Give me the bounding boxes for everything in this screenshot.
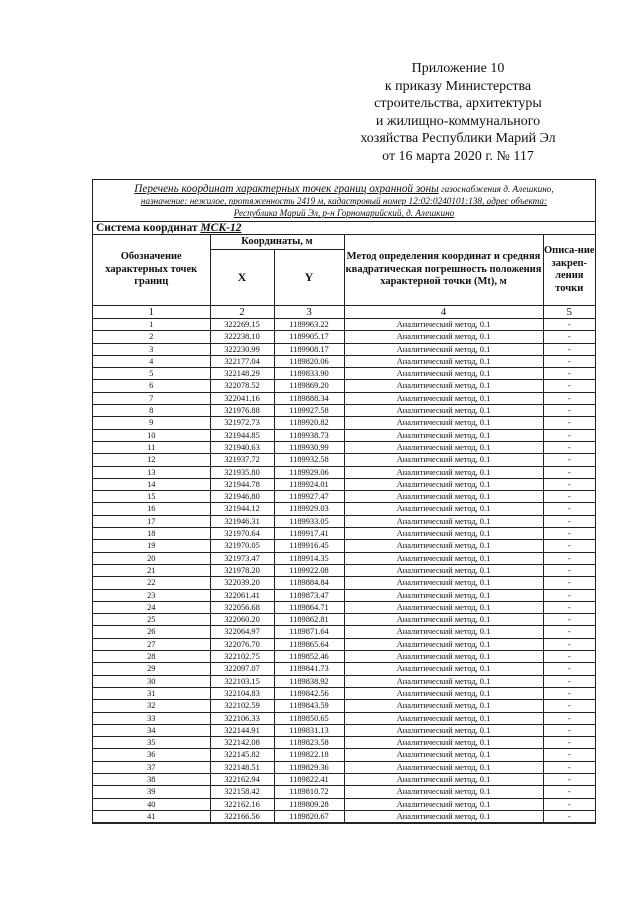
header-line-2: назначение: нежилое, протяженность 2419 м, кадастровый номер 12:02:0240101:138, адрес объекта: [140, 196, 548, 206]
cell-method: Аналитический метод, 0.1 [344, 515, 543, 527]
cell-method: Аналитический метод, 0.1 [344, 368, 543, 380]
cell-method: Аналитический метод, 0.1 [344, 466, 543, 478]
cell-x: 321940.63 [210, 441, 274, 453]
table-row [93, 392, 595, 404]
cell-method: Аналитический метод, 0.1 [344, 687, 543, 699]
header-method: Метод определения координат и средняя квадратическая погрешность положения характерной точки (Mt), м [344, 235, 543, 306]
cell-point-number: 13 [93, 466, 210, 478]
cell-y: 1189823.58 [274, 737, 344, 749]
appendix-line: к приказу Министерства [384, 78, 532, 94]
cell-method: Аналитический метод, 0.1 [344, 343, 543, 355]
cell-method: Аналитический метод, 0.1 [344, 392, 543, 404]
cell-x: 322064.97 [210, 626, 274, 638]
cell-description: - [543, 331, 595, 343]
cell-description: - [543, 589, 595, 601]
cell-description: - [543, 466, 595, 478]
table-body [93, 319, 595, 823]
table-row [93, 564, 595, 576]
table-row [93, 515, 595, 527]
cell-point-number: 30 [93, 675, 210, 687]
cell-x: 322060.20 [210, 614, 274, 626]
cell-y: 1189914.35 [274, 552, 344, 564]
cell-description: - [543, 368, 595, 380]
cell-x: 321944.78 [210, 478, 274, 490]
cell-point-number: 32 [93, 700, 210, 712]
table-row [93, 491, 595, 503]
cell-x: 322148.51 [210, 761, 274, 773]
table-row [93, 663, 595, 675]
cell-method: Аналитический метод, 0.1 [344, 540, 543, 552]
cell-point-number: 23 [93, 589, 210, 601]
table-row [93, 749, 595, 761]
cell-y: 1189869.20 [274, 380, 344, 392]
cell-description: - [543, 478, 595, 490]
coordinates-table [93, 222, 595, 823]
cell-x: 321946.80 [210, 491, 274, 503]
cell-y: 1189838.92 [274, 675, 344, 687]
cell-x: 322148.29 [210, 368, 274, 380]
cell-method: Аналитический метод, 0.1 [344, 441, 543, 453]
appendix-line: и жилищно-коммунального [375, 113, 541, 129]
table-row [93, 589, 595, 601]
cell-y: 1189929.03 [274, 503, 344, 515]
table-row [93, 429, 595, 441]
cell-method: Аналитический метод, 0.1 [344, 626, 543, 638]
cell-x: 322145.82 [210, 749, 274, 761]
cell-description: - [543, 503, 595, 515]
cell-description: - [543, 528, 595, 540]
cell-method: Аналитический метод, 0.1 [344, 786, 543, 798]
cell-method: Аналитический метод, 0.1 [344, 749, 543, 761]
cell-x: 322230.99 [210, 343, 274, 355]
cell-x: 321970.05 [210, 540, 274, 552]
table-row [93, 552, 595, 564]
cell-method: Аналитический метод, 0.1 [344, 810, 543, 822]
table-row [93, 355, 595, 367]
table-row [93, 651, 595, 663]
cell-y: 1189927.47 [274, 491, 344, 503]
cell-method: Аналитический метод, 0.1 [344, 761, 543, 773]
cell-point-number: 8 [93, 405, 210, 417]
coordinates-document-frame [92, 179, 596, 824]
cell-x: 322104.83 [210, 687, 274, 699]
appendix-line: от 16 марта 2020 г. № 117 [382, 148, 534, 164]
header-designation: Обозначение характерных точек границ [93, 235, 210, 306]
cell-point-number: 37 [93, 761, 210, 773]
table-row [93, 466, 595, 478]
header-object-name: газоснабжения д. Алешкино, [441, 184, 554, 194]
header-line-1 [97, 183, 591, 195]
cell-description: - [543, 749, 595, 761]
cell-method: Аналитический метод, 0.1 [344, 478, 543, 490]
cell-point-number: 18 [93, 528, 210, 540]
cell-method: Аналитический метод, 0.1 [344, 429, 543, 441]
cell-x: 321970.64 [210, 528, 274, 540]
cell-x: 322142.08 [210, 737, 274, 749]
cell-point-number: 15 [93, 491, 210, 503]
cell-method: Аналитический метод, 0.1 [344, 614, 543, 626]
cell-method: Аналитический метод, 0.1 [344, 355, 543, 367]
cell-description: - [543, 515, 595, 527]
appendix-line: хозяйства Республики Марий Эл [360, 131, 556, 146]
cell-y: 1189822.18 [274, 749, 344, 761]
cell-description: - [543, 675, 595, 687]
cell-x: 322102.59 [210, 700, 274, 712]
cell-description: - [543, 786, 595, 798]
table-row [93, 798, 595, 810]
cell-x: 321972.73 [210, 417, 274, 429]
cell-method: Аналитический метод, 0.1 [344, 638, 543, 650]
table-row [93, 700, 595, 712]
header-x: X [210, 250, 274, 306]
cell-x: 322162.94 [210, 773, 274, 785]
table-row [93, 454, 595, 466]
cell-description: - [543, 454, 595, 466]
cell-y: 1189829.36 [274, 761, 344, 773]
table-row [93, 331, 595, 343]
cell-description: - [543, 491, 595, 503]
cell-y: 1189930.99 [274, 441, 344, 453]
table-row [93, 724, 595, 736]
table-row [93, 540, 595, 552]
cell-y: 1189938.73 [274, 429, 344, 441]
cell-point-number: 33 [93, 712, 210, 724]
cell-description: - [543, 355, 595, 367]
cell-x: 321976.88 [210, 405, 274, 417]
cell-method: Аналитический метод, 0.1 [344, 491, 543, 503]
header-coordinates: Координаты, м [210, 235, 344, 250]
cell-point-number: 27 [93, 638, 210, 650]
table-row [93, 577, 595, 589]
cell-x: 322056.68 [210, 601, 274, 613]
cell-description: - [543, 552, 595, 564]
table-row [93, 319, 595, 331]
column-number: 5 [543, 306, 595, 319]
cell-x: 322061.41 [210, 589, 274, 601]
cell-method: Аналитический метод, 0.1 [344, 712, 543, 724]
cell-method: Аналитический метод, 0.1 [344, 380, 543, 392]
cell-point-number: 14 [93, 478, 210, 490]
cell-y: 1189841.73 [274, 663, 344, 675]
cell-description: - [543, 761, 595, 773]
cell-y: 1189873.47 [274, 589, 344, 601]
cell-method: Аналитический метод, 0.1 [344, 564, 543, 576]
cell-y: 1189862.81 [274, 614, 344, 626]
cell-description: - [543, 626, 595, 638]
column-number: 3 [274, 306, 344, 319]
cell-point-number: 40 [93, 798, 210, 810]
cell-y: 1189924.01 [274, 478, 344, 490]
cell-description: - [543, 564, 595, 576]
cell-y: 1189933.05 [274, 515, 344, 527]
column-number: 4 [344, 306, 543, 319]
cell-y: 1189927.58 [274, 405, 344, 417]
cell-method: Аналитический метод, 0.1 [344, 737, 543, 749]
cell-method: Аналитический метод, 0.1 [344, 405, 543, 417]
cell-y: 1189843.59 [274, 700, 344, 712]
cell-description: - [543, 737, 595, 749]
cell-y: 1189864.71 [274, 601, 344, 613]
cell-point-number: 21 [93, 564, 210, 576]
cell-point-number: 5 [93, 368, 210, 380]
cell-x: 322078.52 [210, 380, 274, 392]
cell-x: 322106.33 [210, 712, 274, 724]
cell-y: 1189908.17 [274, 343, 344, 355]
cell-x: 321935.80 [210, 466, 274, 478]
cell-description: - [543, 700, 595, 712]
cell-x: 321944.85 [210, 429, 274, 441]
cell-y: 1189917.41 [274, 528, 344, 540]
cell-x: 321973.47 [210, 552, 274, 564]
table-row [93, 368, 595, 380]
table-row [93, 601, 595, 613]
cell-method: Аналитический метод, 0.1 [344, 675, 543, 687]
cell-point-number: 29 [93, 663, 210, 675]
cell-point-number: 10 [93, 429, 210, 441]
table-row [93, 687, 595, 699]
cell-description: - [543, 614, 595, 626]
cell-point-number: 4 [93, 355, 210, 367]
cell-x: 322039.20 [210, 577, 274, 589]
cell-y: 1189831.13 [274, 724, 344, 736]
cell-description: - [543, 319, 595, 331]
cell-point-number: 24 [93, 601, 210, 613]
coordinate-system-row [93, 222, 595, 235]
cell-y: 1189929.06 [274, 466, 344, 478]
cell-description: - [543, 540, 595, 552]
cell-description: - [543, 429, 595, 441]
cell-y: 1189822.41 [274, 773, 344, 785]
cell-description: - [543, 798, 595, 810]
cell-description: - [543, 417, 595, 429]
cell-x: 322269.15 [210, 319, 274, 331]
table-row [93, 503, 595, 515]
table-row [93, 810, 595, 822]
cell-point-number: 7 [93, 392, 210, 404]
cell-point-number: 31 [93, 687, 210, 699]
cell-description: - [543, 773, 595, 785]
cell-point-number: 2 [93, 331, 210, 343]
cell-point-number: 17 [93, 515, 210, 527]
table-row [93, 380, 595, 392]
cell-x: 321978.20 [210, 564, 274, 576]
header-description: Описа-ние закреп-ления точки [543, 235, 595, 306]
cell-y: 1189888.34 [274, 392, 344, 404]
cell-description: - [543, 687, 595, 699]
cell-y: 1189916.45 [274, 540, 344, 552]
cell-x: 322102.75 [210, 651, 274, 663]
cell-y: 1189833.90 [274, 368, 344, 380]
cell-y: 1189809.28 [274, 798, 344, 810]
cell-y: 1189865.64 [274, 638, 344, 650]
table-row [93, 405, 595, 417]
cell-x: 322097.07 [210, 663, 274, 675]
table-row [93, 343, 595, 355]
cell-point-number: 41 [93, 810, 210, 822]
cell-description: - [543, 577, 595, 589]
cell-point-number: 26 [93, 626, 210, 638]
cell-description: - [543, 724, 595, 736]
cell-x: 322076.70 [210, 638, 274, 650]
cell-y: 1189810.72 [274, 786, 344, 798]
column-number: 2 [210, 306, 274, 319]
cell-point-number: 1 [93, 319, 210, 331]
cell-point-number: 39 [93, 786, 210, 798]
cell-y: 1189820.67 [274, 810, 344, 822]
cell-point-number: 38 [93, 773, 210, 785]
appendix-line: строительства, архитектуры [374, 96, 542, 111]
table-row [93, 626, 595, 638]
cell-point-number: 6 [93, 380, 210, 392]
cell-description: - [543, 392, 595, 404]
cell-method: Аналитический метод, 0.1 [344, 552, 543, 564]
cell-method: Аналитический метод, 0.1 [344, 601, 543, 613]
cell-point-number: 28 [93, 651, 210, 663]
cell-x: 321946.31 [210, 515, 274, 527]
cell-y: 1189920.82 [274, 417, 344, 429]
cell-x: 321944.12 [210, 503, 274, 515]
cell-method: Аналитический метод, 0.1 [344, 417, 543, 429]
cell-x: 322177.04 [210, 355, 274, 367]
header-line-3: Республика Марий Эл, р-н Горномарийский, д. Алешкино [233, 208, 455, 218]
cell-y: 1189963.22 [274, 319, 344, 331]
cell-x: 321937.72 [210, 454, 274, 466]
cell-y: 1189852.46 [274, 651, 344, 663]
table-row [93, 786, 595, 798]
table-row [93, 712, 595, 724]
cell-method: Аналитический метод, 0.1 [344, 651, 543, 663]
cell-x: 322166.56 [210, 810, 274, 822]
cell-description: - [543, 651, 595, 663]
cell-point-number: 35 [93, 737, 210, 749]
cell-point-number: 9 [93, 417, 210, 429]
cell-method: Аналитический метод, 0.1 [344, 331, 543, 343]
cell-description: - [543, 712, 595, 724]
cell-y: 1189820.06 [274, 355, 344, 367]
table-row [93, 638, 595, 650]
document-header [93, 180, 595, 222]
table-row [93, 528, 595, 540]
cell-point-number: 19 [93, 540, 210, 552]
cell-description: - [543, 810, 595, 822]
cell-y: 1189842.56 [274, 687, 344, 699]
appendix-block [340, 60, 576, 165]
cell-description: - [543, 343, 595, 355]
cell-method: Аналитический метод, 0.1 [344, 528, 543, 540]
table-header-row [93, 235, 595, 250]
cell-point-number: 34 [93, 724, 210, 736]
cell-point-number: 3 [93, 343, 210, 355]
cell-point-number: 20 [93, 552, 210, 564]
table-row [93, 675, 595, 687]
cell-description: - [543, 638, 595, 650]
cell-method: Аналитический метод, 0.1 [344, 773, 543, 785]
cell-description: - [543, 601, 595, 613]
cell-point-number: 16 [93, 503, 210, 515]
cell-method: Аналитический метод, 0.1 [344, 454, 543, 466]
column-number-row [93, 306, 595, 319]
cell-point-number: 36 [93, 749, 210, 761]
cell-y: 1189871.64 [274, 626, 344, 638]
document-title: Перечень координат характерных точек границ охранной зоны [134, 183, 439, 195]
table-row [93, 478, 595, 490]
cell-method: Аналитический метод, 0.1 [344, 663, 543, 675]
table-row [93, 614, 595, 626]
cell-method: Аналитический метод, 0.1 [344, 577, 543, 589]
cell-description: - [543, 380, 595, 392]
table-row [93, 737, 595, 749]
cell-x: 322144.91 [210, 724, 274, 736]
cell-method: Аналитический метод, 0.1 [344, 724, 543, 736]
cell-method: Аналитический метод, 0.1 [344, 503, 543, 515]
cell-point-number: 11 [93, 441, 210, 453]
cell-y: 1189905.17 [274, 331, 344, 343]
cell-x: 322158.42 [210, 786, 274, 798]
table-row [93, 761, 595, 773]
coordinate-system-value: МСК-12 [200, 222, 242, 234]
cell-method: Аналитический метод, 0.1 [344, 319, 543, 331]
cell-x: 322238.10 [210, 331, 274, 343]
cell-y: 1189932.58 [274, 454, 344, 466]
cell-y: 1189850.65 [274, 712, 344, 724]
table-row [93, 417, 595, 429]
cell-method: Аналитический метод, 0.1 [344, 700, 543, 712]
column-number: 1 [93, 306, 210, 319]
cell-y: 1189884.84 [274, 577, 344, 589]
cell-point-number: 12 [93, 454, 210, 466]
cell-x: 322103.15 [210, 675, 274, 687]
cell-description: - [543, 405, 595, 417]
cell-x: 322162.16 [210, 798, 274, 810]
cell-point-number: 25 [93, 614, 210, 626]
cell-description: - [543, 663, 595, 675]
cell-point-number: 22 [93, 577, 210, 589]
appendix-line: Приложение 10 [411, 61, 505, 76]
cell-method: Аналитический метод, 0.1 [344, 589, 543, 601]
cell-x: 322041.16 [210, 392, 274, 404]
coordinate-system-label: Система координат [96, 222, 198, 234]
cell-description: - [543, 441, 595, 453]
cell-y: 1189922.08 [274, 564, 344, 576]
table-row [93, 773, 595, 785]
header-y: Y [274, 250, 344, 306]
cell-method: Аналитический метод, 0.1 [344, 798, 543, 810]
table-row [93, 441, 595, 453]
